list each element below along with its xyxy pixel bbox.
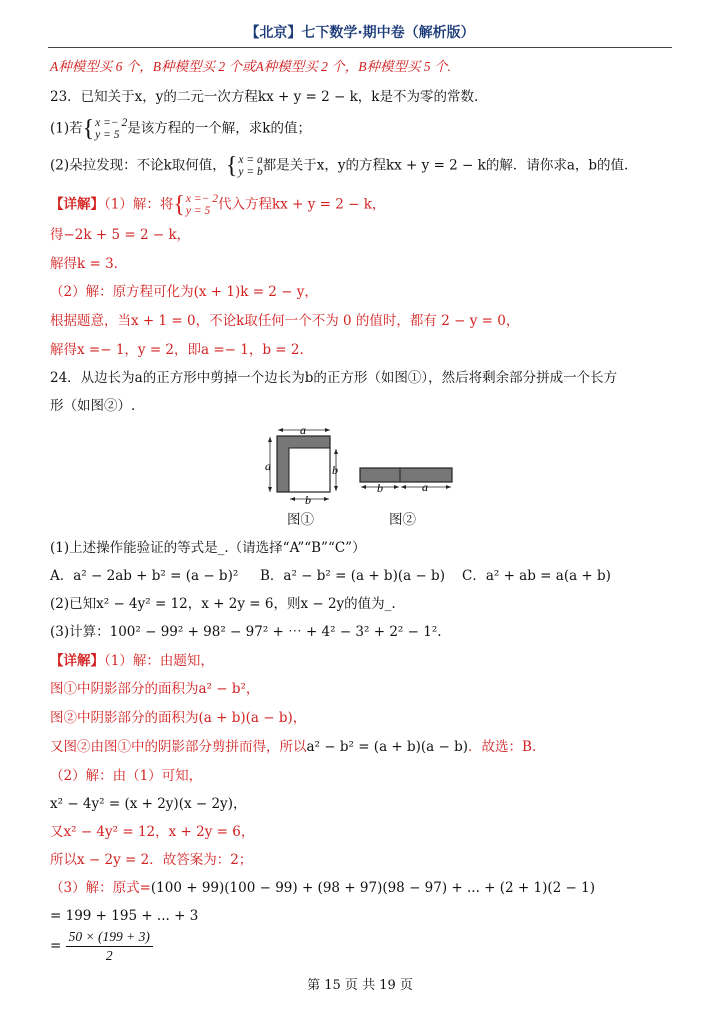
page-footer: 第 15 页 共 19 页 — [307, 978, 413, 993]
a24-line9-math: (100 + 99)(100 − 99) + (98 + 97)(98 − 97) + ... + (2 + 1)(2 − 1) — [150, 880, 595, 896]
q23-stem: 23．已知关于x，y的二元一次方程kx + y = 2 − k，k是不为零的常数. — [50, 89, 479, 105]
prev-answer-line: A种模型买 6 个，B种模型买 2 个或A种模型买 2 个，B种模型买 5 个. — [50, 59, 451, 74]
figure1 — [265, 424, 338, 506]
a23-line1 — [50, 193, 385, 217]
a24-line6: x² − 4y² = (x + 2y)(x − 2y)， — [50, 796, 247, 812]
a23-line5: 根据题意，当x + 1 = 0，不论k取任何一个不为 0 的值时，都有 2 − y = 0， — [50, 313, 520, 329]
a24-line2: 图①中阴影部分的面积为a² − b²， — [50, 681, 260, 697]
fig2-label-b: b — [377, 481, 383, 495]
fig2-label-a: a — [422, 480, 428, 494]
a24-line5: （2）解：由（1）可知， — [50, 768, 203, 784]
system-y: y = b — [238, 166, 263, 178]
option-c: C．a² + ab = a(a + b) — [462, 568, 611, 584]
system-x: x =− 2 — [185, 193, 218, 205]
a24-line7: 又x² − 4y² = 12，x + 2y = 6， — [50, 824, 255, 840]
equation-system: { x = a y = b — [225, 153, 263, 179]
a24-line4-math: a² − b² = (a + b)(a − b) — [306, 739, 469, 755]
fraction — [66, 928, 153, 965]
a24-line3: 图②中阴影部分的面积为(a + b)(a − b)， — [50, 710, 307, 726]
a24-line9 — [50, 878, 595, 898]
option-b: B．a² − b² = (a + b)(a − b) — [260, 568, 445, 584]
q23-part1-post: 是该方程的一个解，求k的值； — [127, 120, 311, 137]
fraction-denominator: 2 — [105, 948, 113, 963]
q24-stem-b: 形（如图②）. — [50, 398, 136, 414]
a23-line4: （2）解：原方程可化为(x + 1)k = 2 − y， — [50, 284, 318, 300]
a24-line9-red: （3）解：原式= — [50, 880, 151, 896]
equation-system: { x =− 2 y = 5 — [173, 192, 218, 218]
a23-line1-pre: （1）解：将 — [104, 196, 174, 213]
a24-line4-end: ．故选：B. — [468, 739, 537, 755]
q23-part2-post: 都是关于x，y的方程kx + y = 2 − k的解．请你求a，b的值. — [262, 157, 629, 174]
page-header: 【北京】七下数学·期中卷（解析版） — [245, 25, 475, 41]
a24-line1 — [50, 651, 214, 671]
q24-part3: (3)计算：100² − 99² + 98² − 97² + ⋯ + 4² − 3² + 2² − 1². — [50, 624, 442, 640]
q23-part2-pre: (2)朵拉发现：不论k取何值， — [50, 157, 226, 174]
square-figures — [255, 424, 465, 506]
q23-part1-pre: (1)若 — [50, 120, 83, 137]
fig1-caption: 图① — [287, 512, 314, 528]
q23-part2 — [50, 154, 628, 178]
system-y: y = 5 — [95, 129, 120, 141]
q24-part1: (1)上述操作能验证的等式是_.（请选择“A”“B”“C”） — [50, 540, 366, 556]
fig2-shaded-rectangle — [360, 468, 452, 482]
a23-line2: 得−2k + 5 = 2 − k， — [50, 227, 191, 243]
a23-line3: 解得k = 3. — [50, 256, 118, 272]
answer-tag: 【详解】 — [50, 653, 104, 669]
a23-line6: 解得x =− 1，y = 2，即a =− 1，b = 2. — [50, 342, 304, 358]
figure2 — [360, 468, 452, 495]
fig1-label-b-right: b — [332, 463, 338, 477]
q23-part1 — [50, 117, 311, 141]
a24-line4 — [50, 737, 536, 757]
header-divider — [48, 47, 672, 48]
fig1-label-a-left: a — [265, 459, 271, 473]
equation-system: { x =− 2 y = 5 — [82, 116, 128, 142]
system-x: x =− 2 — [95, 117, 128, 129]
a24-line10: = 199 + 195 + ... + 3 — [50, 908, 199, 924]
fig1-cut-square — [289, 448, 330, 492]
fig2-caption: 图② — [389, 512, 416, 528]
a23-line1-post: 代入方程kx + y = 2 − k， — [218, 196, 386, 213]
a24-line4-red: 又图②由图①中的阴影部分剪拼而得，所以 — [50, 739, 307, 755]
answer-tag: 【详解】 — [50, 196, 104, 213]
fig1-label-a-top: a — [300, 424, 306, 437]
system-y: y = 5 — [185, 205, 211, 217]
fig1-label-b-bottom: b — [305, 493, 311, 506]
q24-part2: (2)已知x² − 4y² = 12，x + 2y = 6，则x − 2y的值为_. — [50, 596, 396, 612]
a24-line8: 所以x − 2y = 2．故答案为：2； — [50, 852, 253, 868]
equals-sign: = — [50, 938, 62, 954]
a24-line1-text: （1）解：由题知， — [104, 653, 214, 669]
option-a: A．a² − 2ab + b² = (a − b)² — [50, 568, 239, 584]
q24-stem-a: 24．从边长为a的正方形中剪掉一个边长为b的正方形（如图①），然后将剩余部分拼成一个长方 — [50, 370, 618, 386]
a24-line11 — [50, 928, 153, 965]
fraction-numerator: 50 × (199 + 3) — [66, 928, 153, 947]
system-x: x = a — [238, 154, 263, 166]
